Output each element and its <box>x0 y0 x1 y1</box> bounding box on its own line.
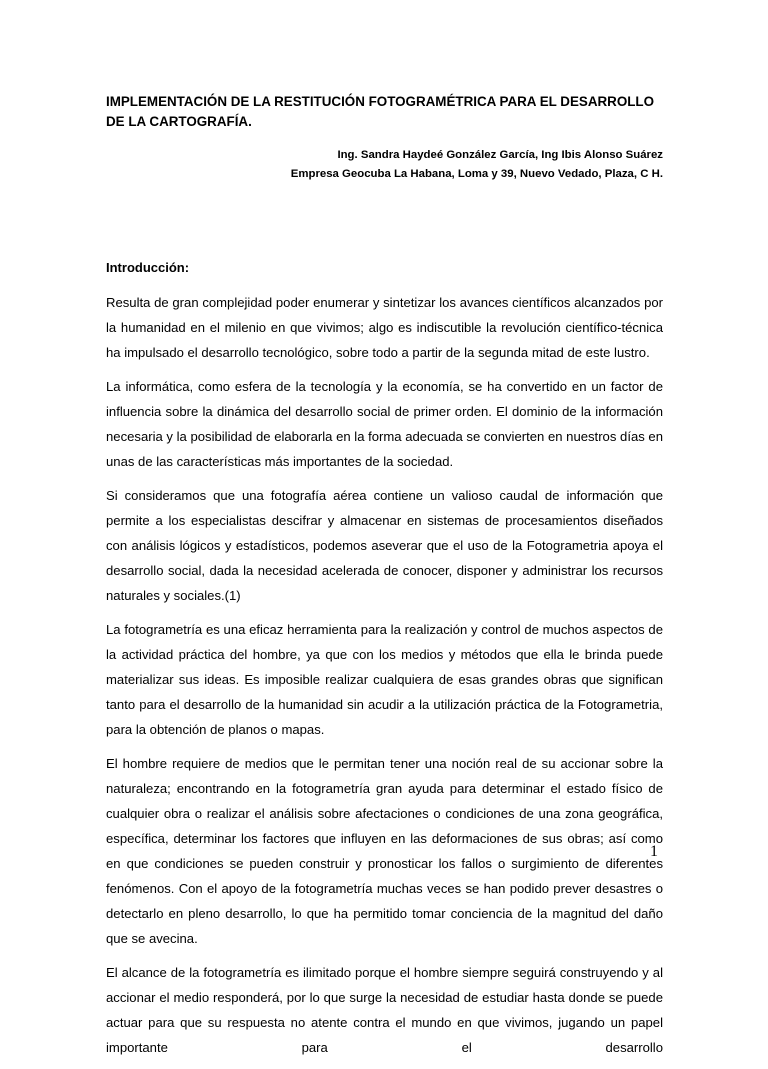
authors: Ing. Sandra Haydeé González García, Ing Ibis Alonso Suárez <box>337 149 663 161</box>
page-number: 1 <box>650 843 658 860</box>
paragraph: El alcance de la fotogrametría es ilimitado porque el hombre siempre seguirá construyendo y al accionar el medio responderá, por lo que surge la necesidad de estudiar hasta donde se puede actuar para que su respuesta no atente contra el mundo en que vivimos, jugando un papel importante para el desarrollo <box>106 965 663 1055</box>
paragraph: El hombre requiere de medios que le permitan tener una noción real de su accionar sobre la naturaleza; encontrando en la fotogrametría gran ayuda para determinar el estado físico de cualquier obra o realizar el análisis sobre afectaciones o condiciones de una zona geográfica, específica, determinar los factores que influyen en las deformaciones de sus obras; así como en que condiciones se pueden construir y pronosticar los fallos o surgimiento de diferentes fenómenos. Con el apoyo de la fotogrametría muchas veces se han podido prever desastres o detectarlo en pleno desarrollo, lo que ha permitido tomar conciencia de la magnitud del daño que se avecina. <box>106 756 663 946</box>
paragraph: La informática, como esfera de la tecnología y la economía, se ha convertido en un factor de influencia sobre la dinámica del desarrollo social de primer orden. El dominio de la información necesaria y la posibilidad de elaborarla en la forma adecuada se convierten en nuestros días en unas de las características más importantes de la sociedad. <box>106 379 663 469</box>
author-block <box>291 146 663 184</box>
document-title: IMPLEMENTACIÓN DE LA RESTITUCIÓN FOTOGRAMÉTRICA PARA EL DESARROLLO DE LA CARTOGRAFÍA. <box>106 94 655 129</box>
paragraph: Resulta de gran complejidad poder enumerar y sintetizar los avances científicos alcanzados por la humanidad en el milenio en que vivimos; algo es indiscutible la revolución científico-técnica ha impulsado el desarrollo tecnológico, sobre todo a partir de la segunda mitad de este lustro. <box>106 295 663 360</box>
paragraph: Si consideramos que una fotografía aérea contiene un valioso caudal de información que permite a los especialistas descifrar y almacenar en sistemas de procesamientos diseñados con análisis lógicos y estadísticos, podemos aseverar que el uso de la Fotogrametria apoya el desarrollo social, dada la necesidad acelerada de conocer, disponer y administrar los recursos naturales y sociales.(1) <box>106 488 663 603</box>
document-body <box>106 290 663 1069</box>
section-heading: Introducción: <box>106 260 190 275</box>
affiliation: Empresa Geocuba La Habana, Loma y 39, Nuevo Vedado, Plaza, C H. <box>290 168 663 180</box>
paragraph: La fotogrametría es una eficaz herramienta para la realización y control de muchos aspectos de la actividad práctica del hombre, ya que con los medios y métodos que ella le brinda puede materializar sus ideas. Es imposible realizar cualquiera de esas grandes obras que significan tanto para el desarrollo de la humanidad sin acudir a la utilización práctica de la Fotogrametria, para la obtención de planos o mapas. <box>106 622 663 737</box>
